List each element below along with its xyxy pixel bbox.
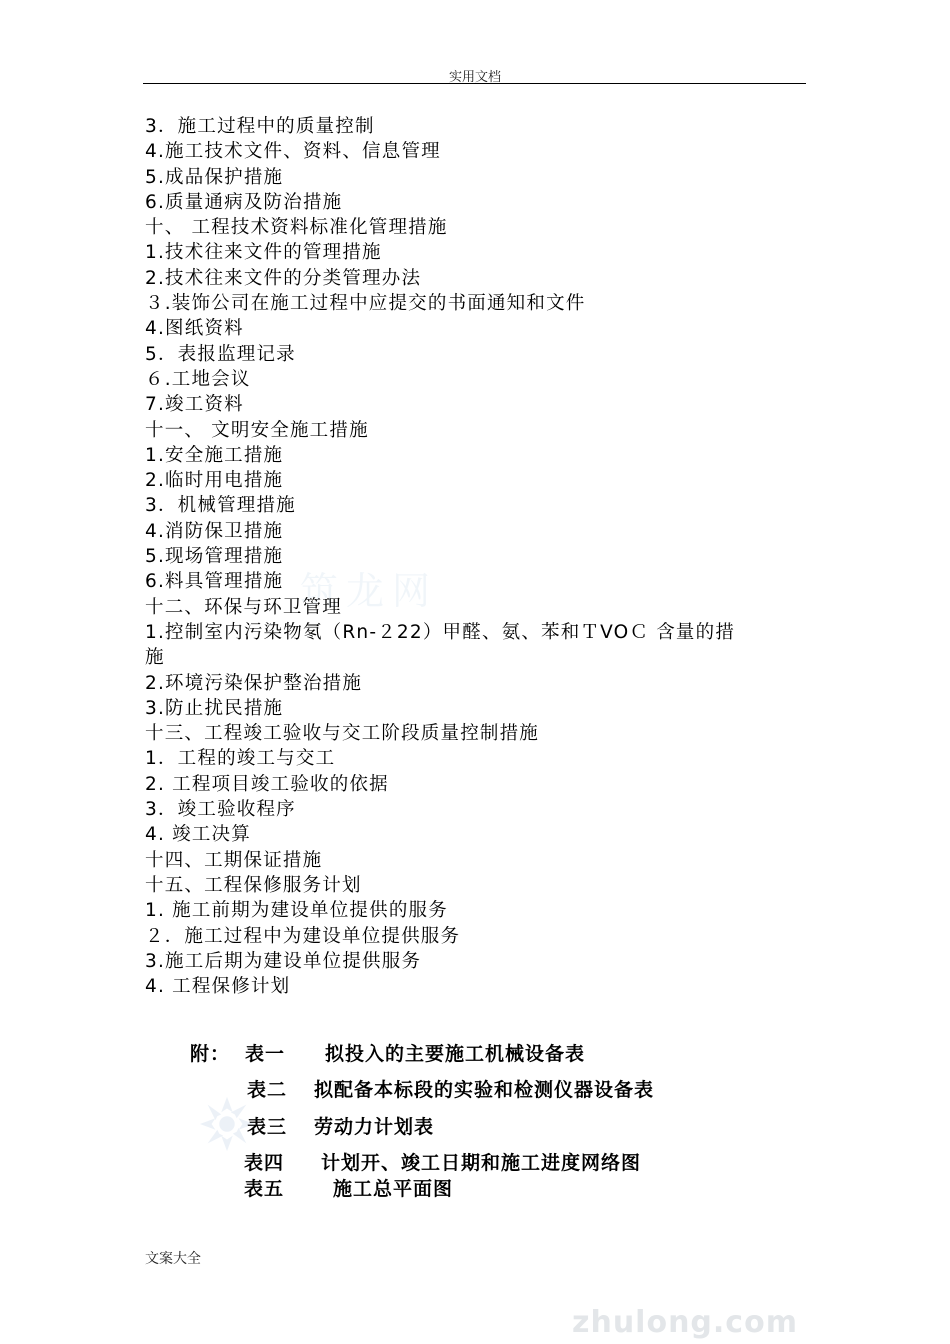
toc-line: 3．机械管理措施: [145, 495, 296, 517]
toc-line: 1.控制室内污染物氡（Rn-２22）甲醛、氨、苯和ＴVOＣ 含量的措: [145, 621, 736, 643]
toc-line: 2.技术往来文件的分类管理办法: [145, 267, 422, 289]
toc-line: 2.临时用电措施: [145, 470, 284, 492]
appendix-item-title: 拟投入的主要施工机械设备表: [325, 1043, 586, 1065]
toc-section-heading: 十一、 文明安全施工措施: [145, 419, 369, 441]
toc-line: 5．表报监理记录: [145, 343, 296, 365]
toc-line: 5.成品保护措施: [145, 166, 284, 188]
toc-line: 4.消防保卫措施: [145, 520, 284, 542]
watermark-site: zhulong.com: [572, 1305, 798, 1340]
toc-line: 4. 工程保修计划: [145, 976, 291, 998]
toc-line: 4. 竣工决算: [145, 824, 251, 846]
toc-line: ３.装饰公司在施工过程中应提交的书面通知和文件: [145, 293, 586, 315]
toc-line: 3．竣工验收程序: [145, 799, 296, 821]
page-footer: 文案大全: [145, 1251, 201, 1267]
appendix-item-title: 拟配备本标段的实验和检测仪器设备表: [314, 1079, 655, 1101]
toc-section-heading: 十三、工程竣工验收与交工阶段质量控制措施: [145, 723, 540, 745]
table-of-contents: [145, 114, 825, 999]
toc-line-continuation: 施: [145, 647, 165, 669]
toc-line: 6.质量通病及防治措施: [145, 191, 343, 213]
appendix-item-title: 计划开、竣工日期和施工进度网络图: [321, 1152, 642, 1174]
header-rule: [143, 83, 806, 84]
toc-line: 2.环境污染保护整治措施: [145, 672, 363, 694]
appendix-item-label: 表五: [244, 1178, 285, 1200]
toc-line: ６.工地会议: [145, 368, 251, 390]
toc-section-heading: 十五、工程保修服务计划: [145, 874, 362, 896]
toc-line: 4.施工技术文件、资料、信息管理: [145, 141, 441, 163]
toc-line: 1. 施工前期为建设单位提供的服务: [145, 900, 448, 922]
toc-line: 7.竣工资料: [145, 394, 244, 416]
toc-section-heading: 十四、工期保证措施: [145, 849, 323, 871]
toc-line: 3．施工过程中的质量控制: [145, 116, 375, 137]
toc-line: 1.技术往来文件的管理措施: [145, 242, 382, 264]
toc-line: 2. 工程项目竣工验收的依据: [145, 773, 389, 795]
appendix-prefix: 附：: [190, 1043, 231, 1065]
toc-line: 3.施工后期为建设单位提供服务: [145, 950, 422, 972]
toc-section-heading: 十、 工程技术资料标准化管理措施: [145, 217, 448, 239]
appendix-item-label: 表三: [247, 1116, 288, 1138]
appendix-item-title: 施工总平面图: [333, 1178, 454, 1200]
toc-line: 1.安全施工措施: [145, 444, 284, 466]
toc-section-heading: 十二、环保与环卫管理: [145, 596, 343, 618]
appendix-item-label: 表一: [245, 1043, 286, 1065]
appendix-item-label: 表二: [247, 1079, 288, 1101]
appendix-item-label: 表四: [244, 1152, 285, 1174]
toc-line: ２．施工过程中为建设单位提供服务: [145, 925, 461, 947]
toc-line: 5.现场管理措施: [145, 546, 284, 568]
toc-line: 6.料具管理措施: [145, 571, 284, 593]
toc-line: 4.图纸资料: [145, 318, 244, 340]
toc-line: 3.防止扰民措施: [145, 697, 284, 719]
watermark-text: 筑龙网: [300, 569, 439, 613]
toc-line: 1．工程的竣工与交工: [145, 748, 336, 770]
appendix-item-title: 劳动力计划表: [314, 1116, 435, 1138]
page-header: 实用文档: [448, 70, 501, 85]
